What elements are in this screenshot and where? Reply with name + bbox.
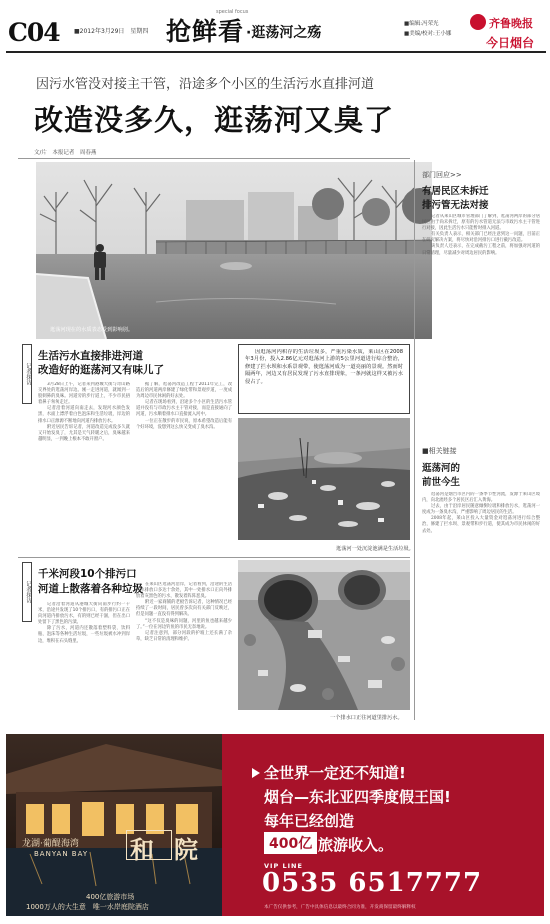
link-body [422, 492, 540, 720]
ad-phone-number[interactable]: 0535 6517777 [262, 868, 483, 898]
paragraph: 记者沿着河道从港城大街向南步行约一千米，沿途共发现了10个排污口，有的排污口正在向河道内排放污水，有的则已经干涸，但在出口处留下了黑色的污渍。 [38, 602, 130, 626]
drain-photo-caption: 一个排水口正往河道里排污水。 [330, 715, 403, 721]
paragraph: 过去，由于沿岸居民随意倾倒垃圾和排放污水，逛荡河一度成为一条臭水沟，严重影响了周边居民的生活。 [422, 504, 540, 516]
headline-title: 改造没多久，逛荡河又臭了 [34, 103, 395, 137]
headline-divider [18, 158, 410, 159]
paragraph: 附近一家商铺的老板告诉记者，这种情况已经持续了一段时间，居民曾多次向有关部门反映过，但是问题一直没有得到解决。 [136, 600, 232, 618]
paragraph: 逛荡河是烟台市区内的一条季节性河流，发源于莱山区境内，向北流经多个居民区后汇入黄海。 [422, 492, 540, 504]
column-subtitle: ·逛荡河之殇 [246, 25, 322, 41]
paragraph: 记者沿着河道向南走去，发现河水颜色发黑，水面上漂浮着白色泡沫和生活垃圾，岸边的排水口正源源不断地向河道内排放污水。 [38, 406, 130, 424]
ad-he-char: 和 [130, 836, 154, 864]
paragraph: “这不仅是臭味的问题，河里的鱼也越来越少了。”一位在河边钓鱼的市民无奈地说。 [136, 618, 232, 630]
section-divider [18, 557, 410, 558]
section2-column-b [136, 582, 232, 718]
issue-date: ■2012年3月29日 星期四 [74, 28, 149, 35]
sidebar-subheading: 排污管无法对接 [422, 200, 489, 211]
river-photo [36, 162, 432, 339]
ad-subtitle-2: 1000万人的大生意 唯一水岸庭院酒店 [26, 903, 149, 911]
paragraph: 2008年起，莱山区投入大量资金对逛荡河进行综合整治，修建了拦水坝、景观带和步行道，使其成为市民休闲的好去处。 [422, 516, 540, 534]
ad-subtitle-1: 400亿旅游市场 [86, 893, 135, 901]
sediment-caption-line: 逛荡河一处沉淀池满是生活垃圾。 [336, 546, 414, 552]
paragraph: 在莱山区逛荡河沿岸，记者看到，沿途的生活污水排放口多达十余处，其中一处排水口正向外排放着灰黑色的污水，散发着阵阵恶臭。 [136, 582, 232, 600]
advertisement [6, 734, 544, 916]
section2-subheading: 河道上散落着各种垃圾 [38, 583, 143, 595]
link-kicker: ■相关链接 [422, 447, 457, 455]
paragraph: 记者从莱山区城市管理部门了解到，逛荡河两岸的部分居民区由于尚未拆迁，原有的污水管道无法与市政污水主干管进行对接，因此生活污水只能暂时排入河道。 [422, 214, 540, 232]
page-number: C04 [8, 18, 60, 47]
paragraph: 该负责人还表示，在完成截污工程之前，将加强对河道的日常清理，尽量减少对周边居民的影响。 [422, 244, 540, 256]
sidebar-body [422, 214, 540, 436]
paragraph: 一位正在散步的市民说，原本希望改造后能有个好环境，没想到这么快又变成了臭水沟。 [136, 418, 232, 430]
ad-brand-name: 龙湖·葡醍海湾 [22, 839, 79, 849]
paragraph: 3月28日上午，记者来到港城大街与奇山路交界处的逛荡河岸边。刚一走进河道，就闻到一股刺鼻的臭味。河道旁的步行道上，不少市民捂着鼻子匆匆走过。 [38, 382, 130, 406]
paragraph: 记者注意到，部分河段的护坡上还长满了杂草，缺乏日常的清理和维护。 [136, 630, 232, 642]
ad-line-3: 每年已经创造 [264, 812, 355, 830]
paragraph: 据了解，逛荡河改造工程于2011年完工，改造后的河道两岸修建了绿化带和景观步道，一度成为周边市民休闲的好去处。 [136, 382, 232, 400]
masthead-rule [6, 51, 546, 53]
paragraph: 除了污水，河道内还散落着塑料袋、饮料瓶、泡沫等各种生活垃圾，一些垃圾被水冲到岸边，堆积在石头缝里。 [38, 626, 130, 644]
quote-box [238, 344, 410, 414]
byline: 文/片 本报记者 周春燕 [34, 150, 97, 156]
link-subheading: 前世今生 [422, 477, 461, 488]
ad-photo [6, 734, 222, 916]
ad-yuan-char: 院 [174, 836, 198, 864]
ad-vip-label: VIP LINE [264, 862, 303, 870]
paragraph: 有关负责人表示，相关部门已经注意到这一问题，目前正在研究解决方案，将尽快对沿河排污口进行截污改造。 [422, 232, 540, 244]
ad-fine-print: 本广告仅供参考，广告中具体信息以最终合同为准，开发商保留最终解释权 [264, 905, 416, 910]
ad-line-1: 全世界一定还不知道! [264, 764, 406, 782]
proof-credit: ■美编/校对:王小娜 [404, 31, 452, 37]
ad-line-2: 烟台—东北亚四季度假王国! [264, 788, 451, 806]
sidebar-heading: 有居民区未拆迁 [422, 186, 489, 197]
sediment-photo [238, 418, 410, 540]
ad-bullet-icon [252, 768, 260, 778]
ad-amount-badge: 400亿 [264, 832, 317, 854]
ad-brand-english: BANYAN BAY [34, 850, 89, 858]
ad-line-4: 旅游收入。 [318, 836, 394, 854]
section1-column-a [38, 382, 130, 542]
section2-column-a [38, 602, 130, 718]
section1-heading: 生活污水直接排进河道 [38, 350, 143, 362]
section1-subheading: 改造好的逛荡河又有味儿了 [38, 364, 164, 376]
column-title: 抢鲜看 [166, 17, 245, 46]
column-english: special focus [216, 9, 249, 15]
paragraph: 记者在现场看到，沿途多个小区的生活污水管道并没有与市政污水主干管对接，而是直接通向了河道，污水顺着排水口直接流入河中。 [136, 400, 232, 418]
paragraph: 附近居民告诉记者，河道改造完成没多久就又开始发臭了，尤其是天气转暖之后，臭味越来越明显，一到晚上根本不敢开窗户。 [38, 424, 130, 442]
sidebar-rule [414, 160, 415, 720]
newspaper-name: 齐鲁晚报 [489, 17, 533, 30]
quote-text: 因逛荡河内积存的生活垃圾多，严重污染水质，莱山区在2008年3月份，投入2.86亿元对逛荡河上游的5公里河道进行综合整治，修建了拦水坝和水系景观带，使逛荡河成为一道亮丽的景观。然而时隔两年，河边又有居民发现了污水直排现象，一条河就这样又被污水侵占了。 [245, 349, 403, 385]
link-heading: 逛荡河的 [422, 463, 461, 474]
section1-column-b [136, 382, 232, 542]
sidebar-kicker: 部门回应>> [422, 171, 462, 179]
section2-tag: 记者探访 [22, 562, 32, 622]
edition-name: 今日烟台 [486, 36, 535, 50]
river-photo-caption: 逛荡河现在的水质表态受到影响别。 [50, 327, 134, 333]
editor-credit: ■编辑:冯荣光 [404, 21, 439, 27]
section2-heading: 千米河段10个排污口 [38, 568, 137, 580]
drain-photo [238, 560, 410, 710]
headline-kicker: 因污水管没对接主干管，沿途多个小区的生活污水直排河道 [36, 77, 375, 92]
reporter-tag: 记者探访 [22, 344, 32, 404]
newspaper-logo [470, 14, 486, 30]
